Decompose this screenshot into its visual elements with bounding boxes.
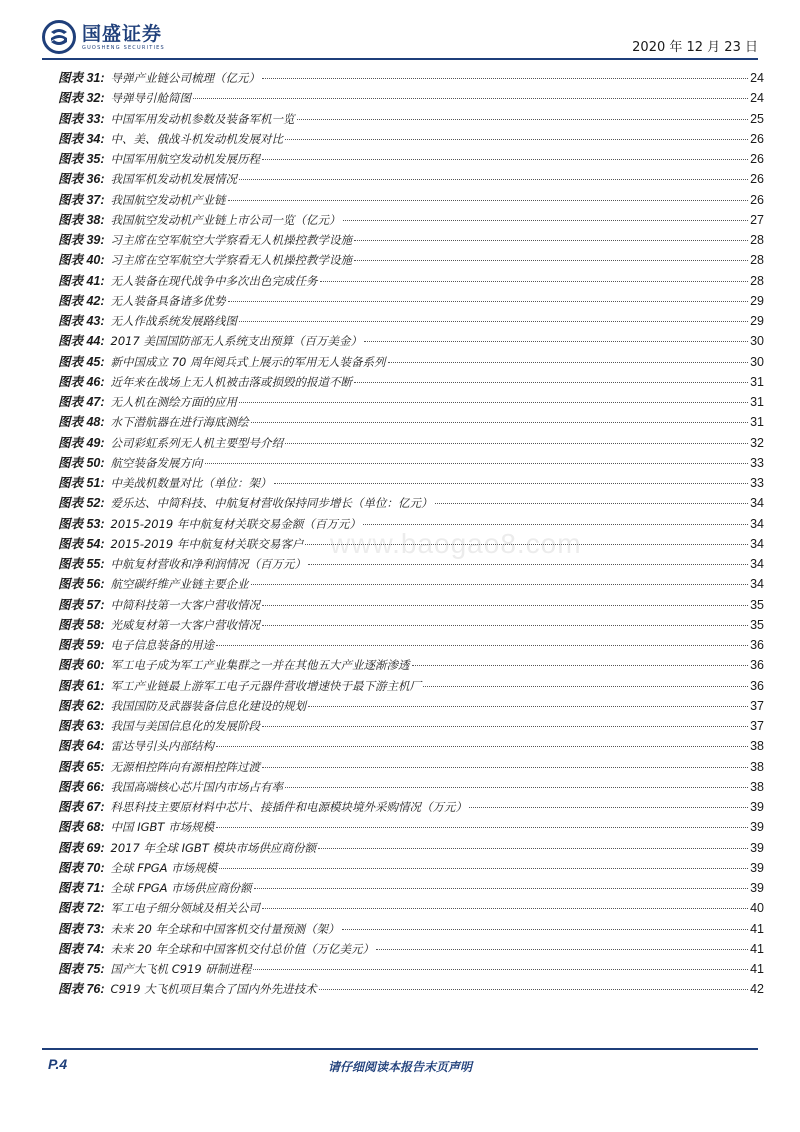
toc-entry-page: 29 [750, 314, 764, 328]
toc-entry-label: 图表 40: [58, 253, 105, 268]
toc-entry[interactable] [58, 311, 764, 331]
toc-entry-page: 26 [750, 152, 764, 166]
toc-entry-page: 39 [750, 840, 764, 855]
toc-entry[interactable] [58, 716, 764, 736]
toc-entry-page: 33 [750, 455, 764, 470]
toc-entry-title: 无人装备在现代战争中多次出色完成任务 [110, 273, 318, 288]
toc-entry[interactable] [58, 129, 764, 149]
toc-entry-page: 26 [750, 131, 764, 146]
toc-entry-page: 31 [750, 374, 764, 389]
company-logo [42, 20, 165, 54]
toc-entry-page: 34 [750, 516, 764, 531]
toc-entry-page: 24 [750, 71, 764, 85]
toc-leader-dots [239, 321, 748, 322]
toc-leader-dots [319, 989, 748, 990]
toc-entry-label: 图表 74: [58, 941, 105, 956]
toc-entry[interactable] [58, 291, 764, 311]
toc-entry-title: 全球 FPGA 市场供应商份额 [110, 881, 252, 895]
toc-entry-label: 图表 38: [58, 212, 105, 227]
toc-leader-dots [216, 827, 748, 828]
toc-entry-label: 图表 63: [58, 719, 105, 733]
toc-leader-dots [343, 220, 749, 221]
toc-entry-title: 2017 美国国防部无人系统支出预算（百万美金） [110, 334, 362, 349]
toc-entry-label: 图表 76: [58, 982, 105, 997]
toc-entry-title: 军工电子成为军工产业集群之一并在其他五大产业逐渐渗透 [110, 658, 410, 673]
toc-leader-dots [216, 746, 748, 747]
toc-entry-label: 图表 50: [58, 455, 105, 470]
toc-leader-dots [251, 584, 749, 585]
toc-entry-page: 38 [750, 759, 764, 774]
toc-entry-label: 图表 42: [58, 293, 105, 308]
toc-entry-label: 图表 53: [58, 516, 105, 531]
toc-entry-label: 图表 52: [58, 496, 105, 511]
toc-leader-dots [251, 422, 749, 423]
toc-entry-label: 图表 57: [58, 597, 105, 612]
toc-entry[interactable] [58, 271, 764, 291]
toc-entry-label: 图表 58: [58, 617, 105, 632]
page-header [0, 0, 800, 66]
toc-leader-dots [262, 78, 748, 79]
logo-chinese-name: 国盛证券 [82, 22, 163, 45]
toc-leader-dots [262, 625, 748, 626]
toc-entry[interactable] [58, 615, 764, 635]
toc-entry-page: 26 [750, 192, 764, 207]
toc-entry[interactable] [58, 858, 764, 878]
toc-entry-title: 2015-2019 年中航复材关联交易客户 [110, 536, 304, 551]
toc-entry-title: 中简科技第一大客户营收情况 [110, 597, 261, 612]
toc-entry-title: 我国航空发动机产业链 [110, 192, 226, 207]
toc-entry[interactable] [58, 433, 764, 453]
toc-entry[interactable] [58, 696, 764, 716]
toc-entry-title: 爱乐达、中简科技、中航复材营收保持同步增长（单位：亿元） [110, 496, 433, 511]
toc-entry-title: 中航复材营收和净利润情况（百万元） [110, 557, 307, 571]
toc-leader-dots [354, 260, 748, 261]
toc-entry-label: 图表 45: [58, 354, 105, 369]
toc-leader-dots [262, 767, 748, 768]
toc-leader-dots [193, 98, 748, 99]
toc-entry-title: 中国军用发动机参数及装备军机一览 [110, 111, 295, 126]
toc-leader-dots [297, 119, 749, 120]
toc-entry-page: 36 [750, 658, 764, 673]
toc-entry[interactable] [58, 797, 764, 817]
toc-leader-dots [285, 787, 748, 788]
toc-leader-dots [262, 159, 748, 160]
toc-entry-page: 35 [750, 597, 764, 612]
toc-entry-page: 33 [750, 476, 764, 490]
toc-entry-label: 图表 47: [58, 395, 105, 409]
toc-leader-dots [320, 281, 749, 282]
toc-entry-page: 39 [750, 820, 764, 835]
toc-leader-dots [274, 483, 749, 484]
toc-entry-title: 导弹产业链公司梳理（亿元） [110, 71, 261, 85]
toc-entry-title: 军工产业链最上游军工电子元器件营收增速快于最下游主机厂 [110, 678, 422, 693]
toc-entry-page: 36 [750, 638, 764, 652]
toc-entry-page: 27 [750, 212, 764, 227]
toc-entry-title: 我国军机发动机发展情况 [110, 172, 238, 187]
toc-entry-page: 42 [750, 982, 764, 997]
toc-entry-label: 图表 60: [58, 658, 105, 673]
toc-leader-dots [228, 200, 749, 201]
toc-entry-title: 雷达导引头内部结构 [110, 739, 215, 754]
toc-entry-label: 图表 59: [58, 638, 105, 652]
toc-entry-label: 图表 68: [58, 820, 105, 835]
toc-entry-page: 25 [750, 111, 764, 126]
toc-entry[interactable] [58, 878, 764, 898]
toc-entry-label: 图表 48: [58, 415, 105, 430]
toc-entry-title: 电子信息装备的用途 [110, 638, 215, 652]
toc-leader-dots [354, 240, 748, 241]
toc-entry-label: 图表 51: [58, 476, 105, 490]
toc-entry[interactable] [58, 88, 764, 108]
toc-leader-dots [239, 402, 748, 403]
toc-entry-page: 28 [750, 273, 764, 288]
toc-entry-label: 图表 39: [58, 233, 105, 247]
toc-entry-page: 37 [750, 698, 764, 713]
toc-entry-title: 我国国防及武器装备信息化建设的规划 [110, 698, 307, 713]
footer-divider [42, 1048, 758, 1050]
toc-entry[interactable] [58, 493, 764, 513]
toc-leader-dots [228, 301, 749, 302]
toc-entry[interactable] [58, 635, 764, 655]
toc-entry-title: 中、美、俄战斗机发动机发展对比 [110, 131, 284, 146]
toc-leader-dots [318, 848, 748, 849]
toc-leader-dots [376, 949, 748, 950]
toc-leader-dots [216, 645, 748, 646]
toc-entry-label: 图表 61: [58, 678, 105, 693]
toc-leader-dots [308, 706, 748, 707]
toc-leader-dots [262, 605, 748, 606]
toc-entry-page: 41 [750, 921, 764, 936]
toc-entry-title: 未来 20 年全球和中国客机交付总价值（万亿美元） [110, 941, 374, 956]
toc-entry[interactable] [58, 574, 764, 594]
toc-entry-title: 公司彩虹系列无人机主要型号介绍 [110, 435, 284, 450]
toc-entry-title: 未来 20 年全球和中国客机交付量预测（架） [110, 921, 340, 936]
toc-entry[interactable] [58, 190, 764, 210]
logo-english-name: GUOSHENG SECURITIES [82, 44, 165, 51]
toc-entry[interactable] [58, 777, 764, 797]
toc-leader-dots [285, 443, 748, 444]
toc-leader-dots [354, 382, 748, 383]
toc-entry-page: 39 [750, 800, 764, 814]
toc-entry-label: 图表 70: [58, 860, 105, 875]
toc-entry-label: 图表 46: [58, 374, 105, 389]
toc-entry-page: 34 [750, 577, 764, 592]
toc-leader-dots [469, 807, 748, 808]
toc-entry-label: 图表 36: [58, 172, 105, 187]
toc-entry-label: 图表 37: [58, 192, 105, 207]
toc-leader-dots [423, 686, 748, 687]
toc-entry-label: 图表 54: [58, 536, 105, 551]
toc-entry[interactable] [58, 959, 764, 979]
toc-entry[interactable] [58, 898, 764, 918]
toc-entry-label: 图表 56: [58, 577, 105, 592]
toc-entry-title: 习主席在空军航空大学察看无人机操控教学设施 [110, 233, 353, 247]
toc-entry-label: 图表 31: [58, 71, 105, 85]
toc-entry-title: C919 大飞机项目集合了国内外先进技术 [110, 982, 317, 997]
toc-entry-page: 28 [750, 233, 764, 247]
toc-entry-label: 图表 49: [58, 435, 105, 450]
toc-entry-label: 图表 69: [58, 840, 105, 855]
toc-entry-label: 图表 66: [58, 779, 105, 794]
toc-entry[interactable] [58, 473, 764, 493]
toc-leader-dots [363, 524, 748, 525]
toc-entry-label: 图表 64: [58, 739, 105, 754]
toc-entry[interactable] [58, 331, 764, 351]
toc-entry-title: 中国 IGBT 市场规模 [110, 820, 215, 835]
toc-entry-page: 30 [750, 334, 764, 349]
toc-entry-page: 28 [750, 253, 764, 268]
toc-leader-dots [219, 868, 748, 869]
report-date: 2020 年 12 月 23 日 [632, 40, 758, 55]
toc-leader-dots [239, 179, 748, 180]
toc-entry-page: 34 [750, 557, 764, 571]
toc-entry-title: 我国高端核心芯片国内市场占有率 [110, 779, 284, 794]
toc-entry-title: 新中国成立 70 周年阅兵式上展示的军用无人装备系列 [110, 354, 386, 369]
toc-entry-page: 31 [750, 395, 764, 409]
toc-entry-label: 图表 41: [58, 273, 105, 288]
toc-entry[interactable] [58, 919, 764, 939]
toc-entry-title: 科思科技主要原材料中芯片、接插件和电源模块境外采购情况（万元） [110, 800, 468, 814]
toc-entry[interactable] [58, 169, 764, 189]
toc-entry-title: 2017 年全球 IGBT 模块市场供应商份额 [110, 840, 316, 855]
toc-entry-page: 31 [750, 415, 764, 430]
toc-leader-dots [412, 665, 749, 666]
toc-entry-title: 国产大飞机 C919 研制进程 [110, 962, 252, 976]
guosheng-logo-icon [42, 20, 76, 54]
toc-entry-label: 图表 33: [58, 111, 105, 126]
toc-entry-page: 34 [750, 496, 764, 511]
toc-entry-title: 光威复材第一大客户营收情况 [110, 617, 261, 632]
toc-entry[interactable] [58, 372, 764, 392]
toc-entry-page: 36 [750, 678, 764, 693]
toc-entry[interactable] [58, 352, 764, 372]
toc-leader-dots [254, 888, 748, 889]
toc-entry-title: 无人装备具备诸多优势 [110, 293, 226, 308]
toc-leader-dots [262, 908, 748, 909]
toc-entry-label: 图表 71: [58, 881, 105, 895]
toc-entry-label: 图表 35: [58, 152, 105, 166]
toc-entry-title: 航空装备发展方向 [110, 455, 203, 470]
toc-entry-page: 26 [750, 172, 764, 187]
toc-entry[interactable] [58, 736, 764, 756]
toc-entry-page: 39 [750, 881, 764, 895]
toc-entry-label: 图表 32: [58, 91, 105, 106]
toc-entry-label: 图表 55: [58, 557, 105, 571]
toc-entry[interactable] [58, 412, 764, 432]
toc-entry-title: 无人作战系统发展路线图 [110, 314, 238, 328]
toc-entry-page: 39 [750, 860, 764, 875]
toc-entry-label: 图表 73: [58, 921, 105, 936]
toc-entry-page: 40 [750, 901, 764, 916]
toc-entry-title: 水下潜航器在进行海底测绘 [110, 415, 249, 430]
toc-entry[interactable] [58, 757, 764, 777]
toc-entry-page: 38 [750, 739, 764, 754]
toc-entry-label: 图表 72: [58, 901, 105, 916]
toc-entry-title: 航空碳纤维产业链主要企业 [110, 577, 249, 592]
toc-entry[interactable] [58, 676, 764, 696]
toc-entry-page: 35 [750, 617, 764, 632]
toc-entry[interactable] [58, 230, 764, 250]
toc-entry[interactable] [58, 250, 764, 270]
toc-entry-title: 军工电子细分领域及相关公司 [110, 901, 261, 916]
toc-entry-page: 30 [750, 354, 764, 369]
toc-entry-label: 图表 43: [58, 314, 105, 328]
toc-entry-title: 导弹导引舱简图 [110, 91, 192, 106]
toc-entry-label: 图表 65: [58, 759, 105, 774]
toc-entry[interactable] [58, 655, 764, 675]
toc-entry-page: 38 [750, 779, 764, 794]
toc-entry-title: 近年来在战场上无人机被击落或损毁的报道不断 [110, 374, 353, 389]
toc-entry-label: 图表 34: [58, 131, 105, 146]
toc-leader-dots [364, 341, 748, 342]
toc-leader-dots [388, 362, 749, 363]
watermark: www.baogao8.com [330, 528, 582, 559]
toc-leader-dots [262, 726, 748, 727]
toc-entry-page: 37 [750, 719, 764, 733]
toc-leader-dots [205, 463, 749, 464]
toc-entry-title: 我国与美国信息化的发展阶段 [110, 719, 261, 733]
header-divider [42, 58, 758, 60]
toc-entry-title: 无源相控阵向有源相控阵过渡 [110, 759, 261, 774]
toc-entry-title: 无人机在测绘方面的应用 [110, 395, 238, 409]
toc-entry-label: 图表 67: [58, 800, 105, 814]
toc-entry[interactable] [58, 210, 764, 230]
toc-entry[interactable] [58, 838, 764, 858]
toc-leader-dots [308, 564, 748, 565]
toc-entry[interactable] [58, 595, 764, 615]
toc-entry-title: 我国航空发动机产业链上市公司一览（亿元） [110, 212, 341, 227]
toc-entry-page: 24 [750, 91, 764, 106]
toc-entry-page: 41 [750, 941, 764, 956]
toc-entry-page: 32 [750, 435, 764, 450]
toc-entry-page: 29 [750, 293, 764, 308]
toc-leader-dots [253, 969, 748, 970]
toc-leader-dots [342, 929, 749, 930]
toc-entry[interactable] [58, 453, 764, 473]
toc-entry[interactable] [58, 392, 764, 412]
toc-leader-dots [285, 139, 748, 140]
toc-entry-label: 图表 62: [58, 698, 105, 713]
toc-entry[interactable] [58, 939, 764, 959]
toc-entry[interactable] [58, 109, 764, 129]
toc-entry-title: 全球 FPGA 市场规模 [110, 860, 218, 875]
toc-entry-title: 中美战机数量对比（单位：架） [110, 476, 272, 490]
page-number: P.4 [48, 1056, 68, 1072]
toc-entry-label: 图表 44: [58, 334, 105, 349]
toc-entry-page: 41 [750, 962, 764, 976]
toc-entry-label: 图表 75: [58, 962, 105, 976]
toc-entry[interactable] [58, 68, 764, 88]
toc-entry-title: 中国军用航空发动机发展历程 [110, 152, 261, 166]
toc-entry-title: 2015-2019 年中航复材关联交易金额（百万元） [110, 516, 361, 531]
toc-entry-page: 34 [750, 536, 764, 551]
toc-entry[interactable] [58, 817, 764, 837]
footer-disclaimer: 请仔细阅读本报告末页声明 [327, 1060, 472, 1074]
toc-entry[interactable] [58, 979, 764, 999]
toc-entry[interactable] [58, 149, 764, 169]
toc-leader-dots [435, 503, 749, 504]
toc-entry-title: 习主席在空军航空大学察看无人机操控教学设施 [110, 253, 353, 268]
